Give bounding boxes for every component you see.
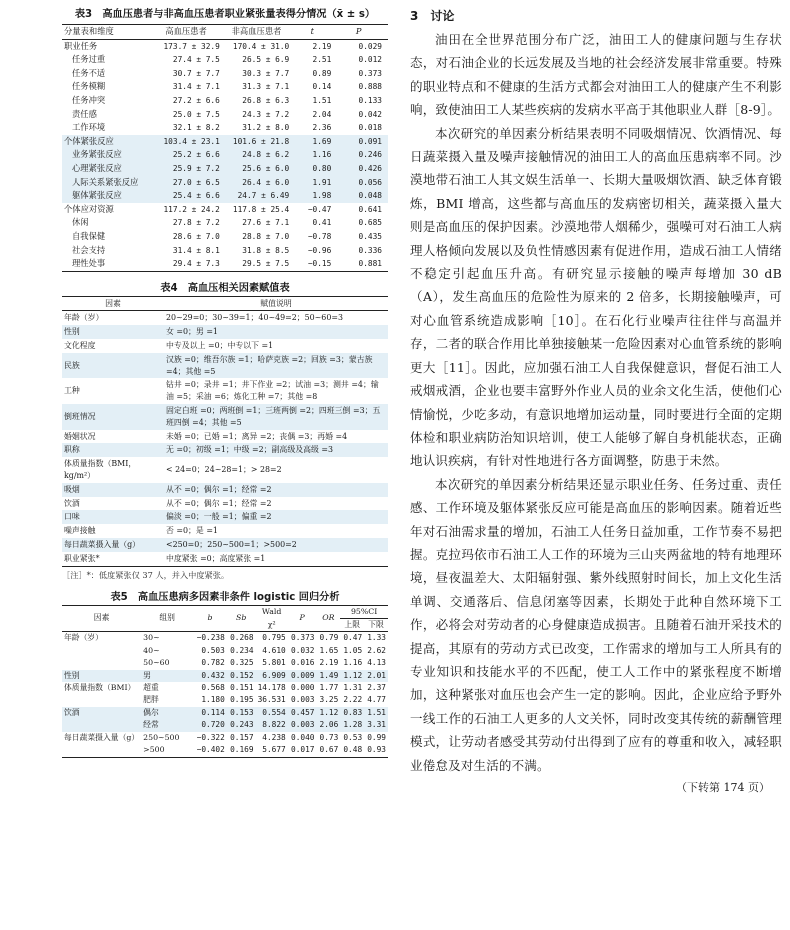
right-column (410, 8, 782, 795)
table4-note: ［注］*：低度紧张仅 37 人，并入中度紧张。 (62, 569, 230, 580)
cell-value: 3.31 (364, 719, 388, 731)
cell-value: 0.881 (358, 259, 382, 269)
cell-value: 0.457 (288, 707, 317, 719)
cell-value: 2.01 (364, 670, 388, 682)
cell-value: −0.402 (196, 745, 225, 755)
cell-value: 20~29=0；30~39=1；40~49=2；50~60=3 (166, 313, 343, 323)
row-label: 个体紧张反应 (62, 135, 150, 149)
cell-value: 0.000 (291, 683, 315, 693)
row-label (62, 694, 141, 706)
cell-value: 2.19 (312, 41, 332, 51)
table-row (62, 108, 388, 122)
cell-value: >500 (143, 745, 165, 755)
cell-value: 173.7 ± 32.9 (163, 41, 220, 51)
cell-value: 经常 (141, 719, 193, 731)
cell-value: 汉族 =0；维吾尔族 =1；哈萨克族 =2；回族 =3；蒙古族 =4；其他 =5 (164, 353, 388, 379)
cell-value: 6.909 (256, 670, 288, 682)
table5-header-cell: 95%CI (340, 605, 388, 618)
cell-value: 25.2 ± 6.6 (150, 148, 222, 162)
cell-value: 31.4 ± 8.1 (172, 245, 220, 255)
table-row (62, 94, 388, 108)
cell-value: 27.2 ± 6.6 (172, 95, 220, 105)
cell-value: 0.018 (358, 123, 382, 133)
cell-value: 101.6 ± 21.8 (222, 135, 291, 149)
cell-value: 1.51 (364, 707, 388, 719)
table-row (62, 657, 388, 669)
cell-value: 0.795 (262, 633, 286, 643)
cell-value: 0.41 (312, 218, 332, 228)
table3-caption: 表3 高血压患者与非高血压患者职业紧张量表得分情况（x̄ ± s） (74, 9, 376, 20)
row-label: 性别 (62, 670, 141, 682)
cell-value: 中度紧张 =0；高度紧张 =1 (166, 553, 266, 563)
table-row (62, 162, 388, 176)
table-row (62, 53, 388, 67)
cell-value: 0.091 (333, 135, 388, 149)
cell-value: 31.8 ± 8.5 (242, 245, 290, 255)
cell-value: 117.8 ± 25.4 (232, 204, 290, 214)
cell-value: 8.822 (256, 719, 288, 731)
table-row (62, 257, 388, 271)
table-row (62, 744, 388, 757)
table5-header-cell: 下限 (368, 620, 384, 630)
cell-value: 0.47 (343, 633, 363, 643)
cell-value: 24.3 ± 7.2 (242, 109, 290, 119)
cell-value: 14.178 (257, 683, 286, 693)
row-label: 任务模糊 (72, 81, 106, 92)
cell-value: 28.8 ± 7.0 (242, 231, 290, 241)
cell-value: 0.80 (291, 162, 333, 176)
cell-value: 3.25 (319, 695, 339, 705)
table5-header-row (62, 605, 388, 618)
table5-header-cell: Wald χ² (261, 607, 282, 629)
table-row (62, 632, 388, 645)
cell-value: 4.77 (367, 695, 386, 705)
cell-value: 中专及以上 =0；中专以下 =1 (166, 341, 274, 351)
cell-value: 1.12 (316, 707, 340, 719)
row-label: 个体应对资源 (64, 203, 114, 214)
cell-value: 0.056 (333, 176, 388, 190)
row-label: 吸烟 (62, 483, 164, 497)
table-row (62, 39, 388, 53)
table-row (62, 244, 388, 258)
cell-value: 117.2 ± 24.2 (163, 204, 220, 214)
cell-value: −0.322 (196, 732, 225, 742)
cell-value: 2.22 (343, 695, 363, 705)
cell-value: 0.782 (201, 658, 225, 668)
cell-value: 30~ (143, 633, 160, 643)
cell-value: 26.5 ± 6.9 (242, 55, 290, 65)
cell-value: 0.373 (291, 633, 315, 643)
cell-value: 5.677 (262, 745, 286, 755)
cell-value: 2.04 (312, 109, 332, 119)
cell-value: 0.153 (227, 707, 256, 719)
cell-value: 0.246 (333, 148, 388, 162)
row-label: 任务过重 (72, 54, 106, 65)
cell-value: 0.195 (230, 695, 254, 705)
cell-value: 从不 =0；偶尔 =1；经常 =2 (164, 483, 388, 497)
table-row (62, 353, 388, 379)
cell-value: 固定白班 =0；两班倒 =1；三班两倒 =2；四班三倒 =3；五班四倒 =4；其他 =5 (164, 404, 388, 430)
table-row (62, 645, 388, 657)
cell-value: 0.73 (319, 732, 339, 742)
table-row (62, 148, 388, 162)
cell-value: 2.51 (312, 55, 332, 65)
cell-value: 0.48 (343, 745, 363, 755)
table-row (62, 524, 388, 538)
row-label: 性别 (62, 325, 164, 339)
cell-value: 0.243 (227, 719, 256, 731)
table-row (62, 230, 388, 244)
cell-value: 1.05 (343, 645, 363, 655)
row-label: 饮酒 (64, 498, 80, 508)
cell-value: 0.325 (230, 658, 254, 668)
section-heading: 3 讨论 (410, 9, 455, 23)
cell-value: 男 (141, 670, 193, 682)
cell-value: −0.47 (307, 204, 332, 214)
table-row (62, 430, 388, 444)
cell-value: 1.65 (319, 645, 339, 655)
cell-value: 0.040 (291, 732, 315, 742)
cell-value: 未婚 =0；已婚 =1；离异 =2；丧偶 =3；再婚 =4 (166, 431, 348, 441)
row-label: 职业紧张* (64, 553, 100, 563)
table4-header-row (62, 296, 388, 311)
cell-value: 0.503 (201, 645, 225, 655)
cell-value: 1.51 (312, 95, 332, 105)
row-label: 任务不适 (72, 67, 106, 78)
cell-value: 27.6 ± 7.1 (242, 218, 290, 228)
table5-header-cell: P (299, 613, 305, 623)
table-row (62, 325, 388, 339)
cell-value: 0.554 (256, 707, 288, 719)
row-label: 文化程度 (64, 341, 96, 351)
cell-value: 250~500 (143, 732, 180, 742)
table-row (62, 67, 388, 81)
cell-value: 0.048 (333, 189, 388, 203)
table-row (62, 483, 388, 497)
cell-value: 1.91 (291, 176, 333, 190)
table-row (62, 552, 388, 566)
cell-value: −0.15 (307, 259, 332, 269)
cell-value: 25.9 ± 7.2 (150, 162, 222, 176)
cell-value: 0.234 (230, 645, 254, 655)
paragraph: 本次研究的单因素分析结果表明不同吸烟情况、饮酒情况、每日蔬菜摄入量及噪声接触情况的油田工人的高血压患病率不同。沙漠地带石油工人其文娱生活单一、长期大量吸烟饮酒、缺乏体育锻炼，BMI 增高，这些都与高血压的发病密切相关，蔬菜摄入量大则是高血压的保护因素。沙漠地带人烟稀少，强噪可对石油工人病理人格倾向发展以及负性情感因素有促进作用，造成石油工人情绪不稳定引起血压升高。有研究显示接触的噪声每增加 30 dB（A），发生高血压的危险性为原来的 2 倍多，长期接触噪声，可对心血管系统造成影响［10］。在石化行业噪声往往伴与高温并存，二者的联合作用比单独接触某一危险因素对心血管系统的影响更大［11］。因此，应加强石油工人自我保健意识，督促石油工人戒烟戒酒，企业也要丰富野外作业人员的业余文化生活，使他们心情愉悦，少吃多动，有意识地增加运动量，同时要进行全面的定期体检和职业病防治知识培训，使工人能够了解自身机能状态，正确地认识疾病，有针对性地进行各方面调整，防患于未然。 (410, 125, 782, 469)
row-label: 工作环境 (72, 122, 106, 133)
table-row (62, 497, 388, 511)
cell-value: 0.017 (291, 745, 315, 755)
cell-value: 0.157 (230, 732, 254, 742)
table-row (62, 203, 388, 217)
cell-value: 0.435 (358, 231, 382, 241)
cell-value: 0.114 (193, 707, 227, 719)
table-row (62, 732, 388, 744)
cell-value: 25.6 ± 6.0 (222, 162, 291, 176)
cell-value: 0.99 (367, 732, 386, 742)
table5-header-cell: b (207, 613, 213, 623)
cell-value: 27.4 ± 7.5 (172, 55, 220, 65)
row-label: 休闲 (72, 217, 89, 228)
cell-value: 27.8 ± 7.2 (172, 218, 220, 228)
row-label (62, 744, 141, 757)
table3-header-cell: 分量表和维度 (64, 26, 114, 36)
cell-value: 0.151 (230, 683, 254, 693)
cell-value: 26.8 ± 6.3 (242, 95, 290, 105)
row-label: 业务紧张反应 (62, 148, 150, 162)
cell-value: 钻井 =0；录井 =1；井下作业 =2；试油 =3；测井 =4；输油 =5；采油 =6；炼化工种 =7；其他 =8 (166, 380, 379, 402)
table5-header-cell: 组别 (159, 613, 175, 623)
cell-value: −0.238 (196, 633, 225, 643)
cell-value: 0.67 (319, 745, 339, 755)
table5-body (62, 632, 388, 757)
cell-value: 103.4 ± 23.1 (150, 135, 222, 149)
cell-value: 28.6 ± 7.0 (172, 231, 220, 241)
cell-value: 4.238 (262, 732, 286, 742)
row-label: 职业任务 (64, 40, 98, 51)
cell-value: 25.4 ± 6.6 (150, 189, 222, 203)
cell-value: 32.1 ± 8.2 (172, 123, 220, 133)
cell-value: 0.720 (193, 719, 227, 731)
cell-value: 0.79 (319, 633, 339, 643)
cell-value: 偏淡 =0；一般 =1；偏重 =2 (164, 510, 388, 524)
row-label: 职称 (62, 443, 164, 457)
table3-header-cell: t (310, 26, 314, 36)
table4 (62, 296, 388, 567)
cell-value: 0.003 (291, 695, 315, 705)
table-row (62, 176, 388, 190)
cell-value: <250=0；250~500=1；>500=2 (164, 538, 388, 552)
table3 (62, 24, 388, 272)
cell-value: 2.62 (367, 645, 386, 655)
cell-value: 1.77 (319, 683, 339, 693)
cell-value: 无 =0；初级 =1；中级 =2；副高级及高级 =3 (164, 443, 388, 457)
cell-value: 0.93 (367, 745, 386, 755)
row-label: 婚姻状况 (64, 431, 96, 441)
table-row (62, 707, 388, 719)
cell-value: 4.13 (367, 658, 386, 668)
table3-header-cell: 高血压患者 (165, 26, 207, 36)
cell-value: 从不 =0；偶尔 =1；经常 =2 (166, 498, 272, 508)
cell-value: 24.7 ± 6.49 (222, 189, 291, 203)
cell-value: 0.169 (230, 745, 254, 755)
cell-value: 4.610 (262, 645, 286, 655)
table-row (62, 670, 388, 682)
cell-value: 40~ (143, 645, 160, 655)
table5-header-cell: Sb (236, 613, 247, 623)
cell-value: 0.432 (193, 670, 227, 682)
table4-header-cell: 赋值说明 (260, 298, 292, 308)
table5 (62, 605, 388, 758)
row-label: 躯体紧张反应 (62, 189, 150, 203)
table-row (62, 694, 388, 706)
cell-value: −0.96 (307, 245, 332, 255)
table-row (62, 443, 388, 457)
row-label: 每日蔬菜摄入量（g） (64, 732, 140, 742)
table3-header-cell: P (355, 26, 362, 36)
row-label: 体质量指数（BMI，kg/m²） (64, 459, 137, 481)
row-label: 工种 (64, 386, 80, 396)
cell-value: 0.032 (291, 645, 315, 655)
cell-value: 36.531 (257, 695, 286, 705)
cell-value: 0.029 (358, 41, 382, 51)
table-row (62, 510, 388, 524)
row-label: 口味 (62, 510, 164, 524)
cell-value: 1.69 (291, 135, 333, 149)
cell-value: 0.426 (333, 162, 388, 176)
table-row (62, 135, 388, 149)
cell-value: 0.133 (358, 95, 382, 105)
cell-value: 0.009 (288, 670, 317, 682)
cell-value: 2.37 (367, 683, 386, 693)
cell-value: 1.33 (367, 633, 386, 643)
cell-value: 0.268 (230, 633, 254, 643)
cell-value: 0.53 (343, 732, 363, 742)
cell-value: 0.003 (288, 719, 317, 731)
cell-value: 0.373 (358, 68, 382, 78)
cell-value: 31.4 ± 7.1 (172, 82, 220, 92)
table-row (62, 311, 388, 325)
table4-caption: 表4 高血压相关因素赋值表 (160, 282, 290, 294)
row-label: 理性处事 (72, 258, 106, 269)
cell-value: 1.180 (201, 695, 225, 705)
cell-value: 0.336 (358, 245, 382, 255)
row-label: 责任感 (72, 108, 97, 119)
cell-value: 肥胖 (143, 695, 159, 705)
cell-value: 0.685 (358, 218, 382, 228)
table3-header-cell: 非高血压患者 (231, 26, 282, 36)
cell-value: 0.641 (358, 204, 382, 214)
table5-header-cell: OR (322, 613, 335, 623)
cell-value: 27.0 ± 6.5 (150, 176, 222, 190)
cell-value: 26.4 ± 6.0 (222, 176, 291, 190)
cell-value: 25.0 ± 7.5 (172, 109, 220, 119)
cell-value: 31.2 ± 8.0 (242, 123, 290, 133)
table5-caption: 表5 高血压患病多因素非条件 logistic 回归分析 (110, 591, 340, 603)
cell-value: 0.016 (291, 658, 315, 668)
table-row (62, 121, 388, 135)
row-label: 噪声接触 (64, 526, 96, 536)
cell-value: 24.8 ± 6.2 (222, 148, 291, 162)
cell-value: 2.19 (319, 658, 339, 668)
row-label (62, 645, 141, 657)
cell-value: 0.152 (227, 670, 256, 682)
row-label: 社会支持 (72, 244, 106, 255)
table4-header-cell: 因素 (105, 298, 121, 308)
table3-body (62, 39, 388, 271)
cell-value: 超重 (143, 683, 159, 693)
cell-value: 0.14 (312, 82, 332, 92)
cell-value: 1.98 (291, 189, 333, 203)
cell-value: 1.16 (343, 658, 363, 668)
row-label: 体质量指数（BMI） (64, 683, 136, 693)
cell-value: 170.4 ± 31.0 (232, 41, 290, 51)
table4-body (62, 311, 388, 566)
cell-value: 5.801 (262, 658, 286, 668)
table-row (62, 538, 388, 552)
cell-value: 0.568 (201, 683, 225, 693)
table-row (62, 719, 388, 731)
cell-value: 31.3 ± 7.1 (242, 82, 290, 92)
row-label (62, 719, 141, 731)
table3-header-row (62, 25, 388, 40)
continuation-note: （下转第 174 页） (676, 781, 770, 794)
paragraph: 油田在全世界范围分布广泛，油田工人的健康问题与生存状态，对石油企业的长远发展及当地的社会经济发展非常重要。特殊的职业特点和不健康的生活方式都会对油田工人的健康产生不利影响，致使油田工人某些疾病的发病水平高于其他职业人群［8-9］。 (410, 32, 782, 118)
cell-value: 29.4 ± 7.3 (172, 259, 220, 269)
cell-value: 0.888 (358, 82, 382, 92)
cell-value: 1.12 (340, 670, 364, 682)
row-label: 饮酒 (62, 707, 141, 719)
cell-value: 1.16 (291, 148, 333, 162)
table-row (62, 682, 388, 694)
row-label: 每日蔬菜摄入量（g） (62, 538, 164, 552)
cell-value: 偶尔 (141, 707, 193, 719)
table5-header-cell: 上限 (344, 620, 361, 630)
row-label: 人际关系紧张反应 (62, 176, 150, 190)
cell-value: 0.042 (358, 109, 382, 119)
row-label: 心理紧张反应 (62, 162, 150, 176)
cell-value: 0.012 (358, 55, 382, 65)
table-row (62, 404, 388, 430)
left-column (62, 8, 388, 758)
cell-value: 1.28 (340, 719, 364, 731)
cell-value: 女 =0；男 =1 (164, 325, 388, 339)
cell-value: 否 =0；是 =1 (166, 526, 218, 536)
cell-value: 0.83 (340, 707, 364, 719)
cell-value: −0.78 (307, 231, 332, 241)
row-label: 民族 (62, 353, 164, 379)
cell-value: 30.3 ± 7.7 (242, 68, 290, 78)
cell-value: 0.89 (312, 68, 332, 78)
table-row (62, 378, 388, 404)
cell-value: 1.31 (343, 683, 363, 693)
cell-value: 2.06 (316, 719, 340, 731)
table-row (62, 339, 388, 353)
cell-value: 30.7 ± 7.7 (172, 68, 220, 78)
table-row (62, 457, 388, 483)
row-label: 年龄（岁） (64, 313, 104, 323)
cell-value: 2.36 (312, 123, 332, 133)
cell-value: 29.5 ± 7.5 (242, 259, 290, 269)
cell-value: 50~60 (143, 658, 170, 668)
cell-value: 1.49 (316, 670, 340, 682)
table-row (62, 216, 388, 230)
table5-header-cell: 因素 (93, 613, 110, 623)
row-label: 自我保健 (72, 230, 106, 241)
table-row (62, 189, 388, 203)
paragraph: 本次研究的单因素分析结果还显示职业任务、任务过重、责任感、工作环境及躯体紧张反应可能是高血压的影响因素。随着近些年对石油需求量的增加，石油工人任务日益加重，工作节奏不易把握。克拉玛依市石油工人工作的环境为三山夹两盆地的特有地理环境，昼夜温差大、太阳辐射强、紫外线照射时间长，加上文化生活单调、交通落后、信息闭塞等因素，长期处于此种自然环境下工作，必将会对劳动者的心身健康造成损害。且随着石油开采技术的提高，其原有的劳动方式已改变，工作需求的增加与工人所具有的专业知识和技能水平的不匹配，使工人工作中的紧张程度不断增加，这种紧张对血压也会产生一定的影响。因此，企业应给予野外一线工作的石油工人更多的人文关怀，同时改变其传统的薪酬管理模式，让劳动者感受其劳动付出得到了应有的尊重和收入，减轻职业倦怠及对生活的不满。 (410, 476, 782, 773)
cell-value: < 24=0；24~28=1；> 28=2 (166, 465, 282, 475)
row-label: 任务冲突 (72, 94, 106, 105)
row-label: 年龄（岁） (64, 633, 103, 643)
row-label (62, 657, 141, 669)
row-label: 倒班情况 (62, 404, 164, 430)
table-row (62, 80, 388, 94)
